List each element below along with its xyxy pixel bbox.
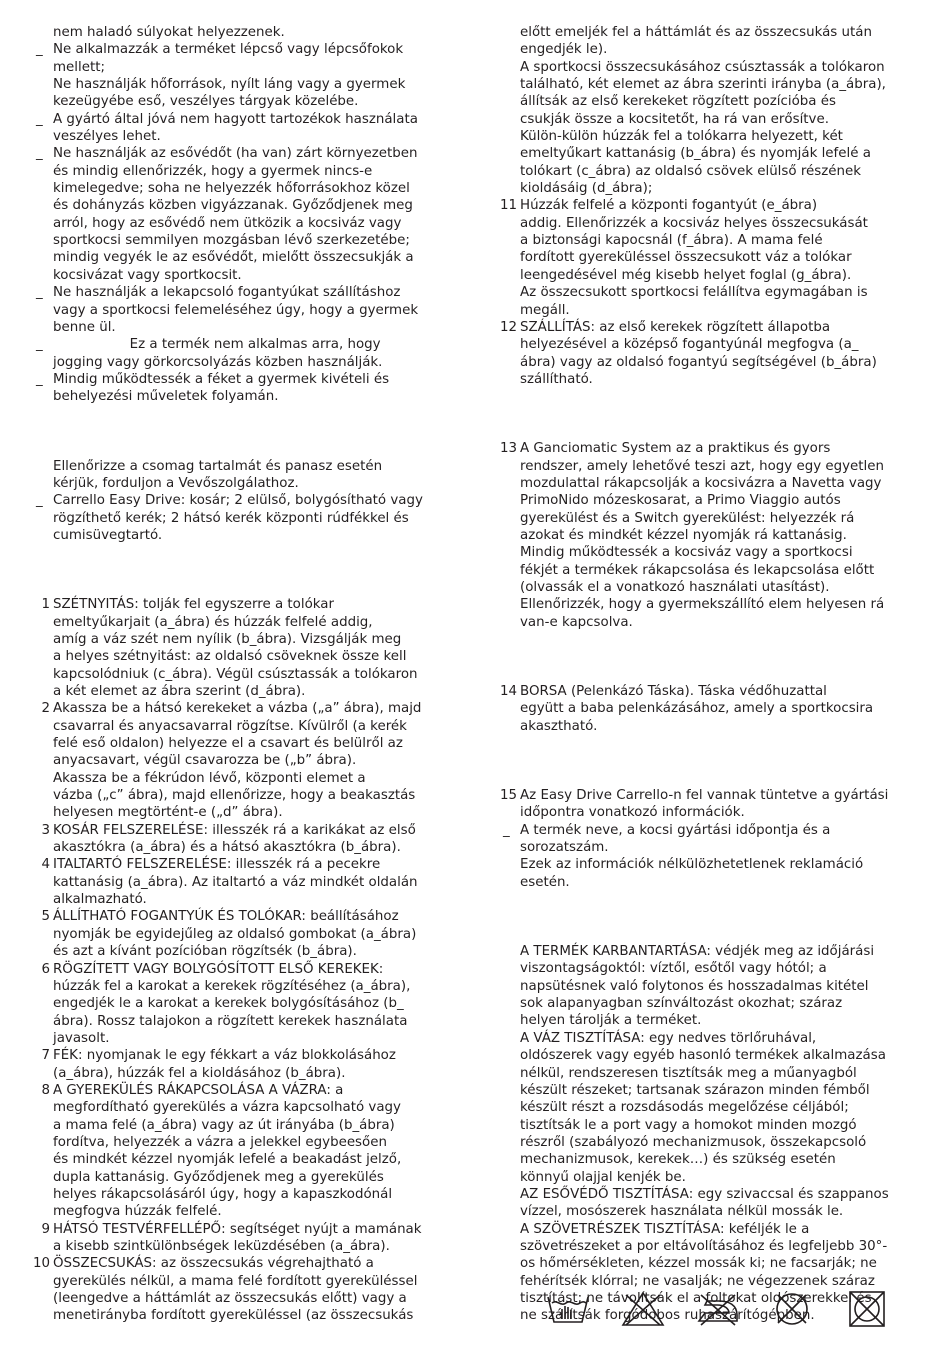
step-number: 13 [499,441,517,457]
step-11 [497,197,927,318]
text-line: ne szárítsák forgódobos ruhaszárítógépben. [520,1308,815,1324]
text-line: kezeügyébe eső, veszélyes tárgyak közelébe. [53,94,359,110]
text-line: felé eső oldalon) helyezze el a csavart és belülről az [53,736,403,752]
text-line: rögzíthető kerék; 2 hátsó kerék központi rúdfékkel és [53,510,409,526]
hand-wash-icon [545,1289,591,1329]
text-line: Ne használják a lekapcsoló fogantyúkat szállításhoz [53,285,401,301]
text-line: és azt a kívánt pozícióban rögzítsék (b_ábra). [53,944,357,960]
text-line: arról, hogy az esővédő nem ütközik a kocsiváz vagy [53,215,402,231]
bullet-marker: _ [36,111,43,127]
text-line: állítsák az első kerekeket rögzített pozícióba és [520,94,836,110]
text-line: kocsivázat vagy sportkocsit. [53,267,242,283]
text-line: mellett; [53,59,105,75]
text-line: tisztítást; ne távolítsák el a foltokat oldószerekkel és [520,1290,872,1306]
text-line: Mindig működtessék a kocsiváz vagy a sportkocsi [520,545,853,561]
warning-item [30,284,460,336]
text-line: javasolt. [53,1030,110,1046]
step-number: 9 [41,1221,50,1237]
text-line: megáll. [520,302,570,318]
warning-item [30,24,460,41]
text-line: ITALTARTÓ FELSZERELÉSE: illesszék rá a pecekre [53,857,381,873]
text-line: szövetrészeket a por eltávolításához és legfeljebb 30°- [520,1238,888,1254]
step-item [30,596,460,700]
text-line: (olvassák el a vonatkozó használati utasítást). [520,579,830,595]
step-13 [497,440,927,631]
step-number: 12 [499,319,517,335]
text-line: SZÁLLÍTÁS: az első kerekek rögzített állapotba [520,319,831,335]
step-number: 7 [41,1048,50,1064]
step-number: 2 [41,701,50,717]
step-14 [497,683,927,735]
assembly-steps [30,596,460,1324]
text-line: helyes rákapcsolásáról úgy, hogy a kapaszkodónál [53,1186,393,1202]
text-line: sorozatszám. [520,840,609,856]
text-line: kérjük, forduljon a Vevőszolgálathoz. [53,475,299,491]
text-line: helyezésével a középső fogantyúnál megfogva (a_ [520,337,859,353]
text-line: engedjék le a karokat a kerekek bolygósításához (b_ [53,996,404,1012]
bullet-marker: _ [36,493,43,509]
text-line: menetirányba fordított gyereküléssel (az összecsukás [53,1308,414,1324]
step-number: 10 [32,1256,50,1272]
text-line: van-e kapcsolva. [520,614,633,630]
text-line: könnyű olajjal kenjék be. [520,1169,686,1185]
contents-intro [30,458,460,493]
text-line: A SZÖVETRÉSZEK TISZTÍTÁSA: keféljék le a [520,1221,810,1237]
text-line: ÁLLÍTHATÓ FOGANTYÚK ÉS TOLÓKAR: beállításához [53,909,399,925]
text-line: tisztítsák le a port vagy a homokot minden mozgó [520,1117,857,1133]
text-line: Ne használják hőforrások, nyílt láng vagy a gyermek [53,77,406,93]
step-number: 11 [499,198,517,214]
text-line: akasztható. [520,718,598,734]
text-line: helyesen megtörtént-e („d” ábra). [53,805,283,821]
text-line: fordított gyereküléssel összecsukott váz a tolókar [520,250,852,266]
text-line: emeltyűkarjait (a_ábra) és húzzák felfelé addig, [53,614,373,630]
text-line: gyerekülés nélkül, a mama felé fordított gyereküléssel [53,1273,418,1289]
no-iron-icon [695,1289,741,1329]
bullet-marker: _ [36,371,43,387]
left-column [30,24,460,1325]
right-column [497,24,927,1325]
contents-item [30,492,460,544]
text-line: Ezek az információk nélkülözhetetlenek reklamáció [520,857,864,873]
text-line: PrimoNido mózeskosarat, a Primo Viaggio autós [520,493,841,509]
step-item [30,908,460,960]
step-item [30,1255,460,1324]
text-line: fordítva, helyezzék a vázra a jelekkel egybeesően [53,1134,387,1150]
text-line: dupla kattanásig. Győződjenek meg a gyerekülés [53,1169,384,1185]
text-line: részről (szabályozó mechanizmusok, összekapcsoló [520,1134,867,1150]
text-line: együtt a baba pelenkázásához, amely a sportkocsira [520,701,874,717]
step-number: 8 [41,1082,50,1098]
bullet-marker: _ [36,42,43,58]
text-line: anyacsavart, végül csavarozza be („b” ábra). [53,753,357,769]
text-line: a mama felé (a_ábra) vagy az út irányába (b_ábra) [53,1117,395,1133]
text-line: Külön-külön húzzák fel a tolókarra helyezett, két [520,129,843,145]
text-line: azokat és mindkét kézzel nyomják rá kattanásig. [520,527,847,543]
text-line: emeltyűkart kattanásig (b_ábra) és nyomják lefelé a [520,146,871,162]
text-line: esetén. [520,874,570,890]
text-line: szállítható. [520,371,593,387]
text-line: vagy a sportkocsi felemeléséhez úgy, hogy a gyermek [53,302,419,318]
text-line: ábra) vagy az oldalsó fogantyú segítségével (b_ábra) [520,354,877,370]
text-line: sportkocsi semmilyen mozgásban lévő szerkezetébe; [53,233,410,249]
text-line: behelyezési műveletek folyamán. [53,389,279,405]
text-line: a biztonsági kapocsnál (f_ábra). A mama felé [520,233,823,249]
text-line: akasztókra (a_ábra) és a hátsó akasztókra (b_ábra). [53,840,401,856]
no-bleach-icon [620,1289,666,1329]
text-line: Ellenőrizzék, hogy a gyermekszállító elem helyesen rá [520,597,885,613]
text-line: megfogva húzzák felfelé. [53,1204,222,1220]
text-line: és dohányzás közben vigyázzanak. Győződjenek meg [53,198,413,214]
text-line: A gyártó által jóvá nem hagyott tartozékok használata [53,111,418,127]
text-line: készült részeket; tartsanak szárazon minden fémből [520,1082,870,1098]
text-line: A Ganciomatic System az a praktikus és gyors [520,441,831,457]
text-line: ábra). Rossz talajokon a rögzített kerekek használata [53,1013,408,1029]
text-line: Ne alkalmazzák a terméket lépcső vagy lépcsőfokok [53,42,404,58]
text-line: vízzel, mosószerek használata nélkül mossák le. [520,1204,844,1220]
step-number: 3 [41,822,50,838]
step-number: 14 [499,684,517,699]
text-line: leengedésével még kisebb helyet foglal (g_ábra). [520,267,852,283]
text-line: megfordítható gyerekülés a vázra kapcsolható vagy [53,1100,401,1116]
step-item [30,961,460,1048]
text-line: tolókart (c_ábra) az oldalsó csövek elülső részének [520,163,861,179]
text-line: nélkül, rendszeresen tisztítsák meg a műanyagból [520,1065,857,1081]
text-line: Ne használják az esővédőt (ha van) zárt környezetben [53,146,418,162]
bullet-marker: _ [36,285,43,301]
text-line: csukják össze a kocsitetőt, ha rá van erősítve. [520,111,829,127]
text-line: Akassza be a fékrúdon lévő, központi elemet a [53,770,366,786]
text-line: a helyes szétnyitást: az oldalsó csöveknek össze kell [53,649,407,665]
text-line: alkalmazható. [53,892,147,908]
step-item [30,1082,460,1221]
text-line: előtt emeljék fel a háttámlát és az összecsukás után [520,25,872,40]
step-number: 4 [41,857,50,873]
text-line: veszélyes lehet. [53,129,161,145]
step-number: 6 [41,961,50,977]
bullet-marker: _ [36,337,43,353]
text-line: Mindig működtessék a féket a gyermek kivételi és [53,371,390,387]
text-line: (a_ábra), húzzák fel a kioldásához (b_ábra). [53,1065,346,1081]
text-line: BORSA (Pelenkázó Táska). Táska védőhuzattal [520,684,827,699]
step-15 [497,787,927,822]
text-line: Carrello Easy Drive: kosár; 2 elülső, bolygósítható vagy [53,493,423,509]
text-line: rendszer, amely lehetővé teszi azt, hogy egy egyetlen [520,458,884,474]
step-item [30,822,460,857]
care-icons-row [545,1288,890,1330]
no-tumble-dry-icon [844,1289,890,1329]
step-item [30,1047,460,1082]
text-line: A sportkocsi összecsukásához csúsztassák a tolókaron [520,59,885,75]
text-line: AZ ESŐVÉDŐ TISZTÍTÁSA: egy szivaccsal és szappanos [520,1186,889,1202]
text-line: kapcsolódniuk (c_ábra). Végül csúsztassák a tolókaron [53,666,418,682]
text-line: kattanásig (a_ábra). Az italtartó a váz mindkét oldalán [53,874,418,890]
text-line: cumisüvegtartó. [53,527,163,543]
text-line: A GYEREKÜLÉS RÁKAPCSOLÁSA A VÁZRA: a [53,1082,344,1098]
text-line: engedjék le). [520,42,608,58]
no-dry-clean-icon [769,1289,815,1329]
text-line: A termék neve, a kocsi gyártási időpontja és a [520,822,831,838]
text-line: RÖGZÍTETT VAGY BOLYGÓSÍTOTT ELSŐ KEREKEK: [53,961,384,977]
text-line: fékjét a termékek rákapcsolása és lekapcsolása előtt [520,562,875,578]
text-line: gyerekülést és a Switch gyerekülést: helyezzék rá [520,510,855,526]
text-line: helyen tárolják a terméket. [520,1013,702,1029]
text-line: A VÁZ TISZTÍTÁSA: egy nedves törlőruhával, [520,1030,817,1046]
step-item [30,700,460,821]
step-10-continued [497,24,927,197]
text-line: húzzák fel a karokat a kerekek rögzítéséhez (a_ábra), [53,978,411,994]
text-line: csavarral és anyacsavarral rögzítse. Kívülről (a kerék [53,718,407,734]
warning-item [30,41,460,110]
text-line: Ez a termék nem alkalmas arra, hogy [53,337,381,353]
text-line: fehérítsék klórral; ne vasalják; ne végezzenek száraz [520,1273,875,1289]
text-line: Akassza be a hátsó kerekeket a vázba („a” ábra), majd [53,701,422,717]
step-item [30,856,460,908]
text-line: (leengedve a háttámlát az összecsukás előtt) vagy a [53,1291,407,1307]
text-line: FÉK: nyomjanak le egy fékkart a váz blokkolásához [53,1048,396,1064]
text-line: mozdulattal rákapcsolják a kocsivázra a Navetta vagy [520,475,882,491]
text-line: ÖSSZECSUKÁS: az összecsukás végrehajtható a [53,1256,374,1272]
step-number: 15 [499,788,517,804]
text-line: időpontra vonatkozó információk. [520,805,745,821]
text-line: oldószerek vagy egyéb hasonló termékek alkalmazása [520,1048,886,1064]
text-line: amíg a váz szét nem nyílik (b_ábra). Vizsgálják meg [53,631,402,647]
text-line: található, két elemet az ábra szerinti irányba (a_ábra), [520,77,886,93]
text-line: nem haladó súlyokat helyezzenek. [53,25,285,40]
text-line: kimelegedve; soha ne helyezzék hőforrásokhoz közel [53,181,410,197]
text-line: a kisebb szintkülönbségek leküzdésében (a_ábra). [53,1239,390,1254]
text-line: A TERMÉK KARBANTARTÁSA: védjék meg az időjárási [520,944,875,960]
text-line: mechanizmusok, kerekek…) és szükség esetén [520,1152,836,1168]
text-line: és mindig ellenőrizzék, hogy a gyermek nincs-e [53,163,373,179]
text-line: kioldásáig (d_ábra); [520,181,653,197]
step-item [30,1221,460,1256]
text-line: jogging vagy görkorcsolyázás közben használják. [53,354,383,370]
step-15-item [497,822,927,891]
warning-item [30,111,460,146]
warning-item [30,336,460,371]
bullet-marker: _ [36,146,43,162]
text-line: SZÉTNYITÁS: tolják fel egyszerre a tolókar [53,597,334,613]
text-line: viszontagságoktól: víztől, esőtől vagy hótól; a [520,961,827,977]
text-line: vázba („c” ábra), majd ellenőrizze, hogy a beakasztás [53,788,416,804]
bullet-marker: _ [503,822,510,838]
text-line: HÁTSÓ TESTVÉRFELLÉPŐ: segítséget nyújt a mamának [53,1221,422,1237]
maintenance-text [497,943,927,1325]
text-line: készült részt a rozsdásodás megelőzése céljából; [520,1100,849,1116]
text-line: Az összecsukott sportkocsi felállítva egymagában is [520,285,868,301]
text-line: addig. Ellenőrizzék a kocsiváz helyes összecsukását [520,215,868,231]
text-line: mindig vegyék le az esővédőt, mielőtt összecsukják a [53,250,414,266]
text-line: benne ül. [53,319,116,335]
text-line: KOSÁR FELSZERELÉSE: illesszék rá a karikákat az első [53,822,416,838]
text-line: os hőmérsékleten, kézzel mossák ki; ne facsarják; ne [520,1256,877,1272]
step-number: 1 [41,597,50,613]
text-line: nyomják be egyidejűleg az oldalsó gombokat (a_ábra) [53,926,417,942]
text-line: Az Easy Drive Carrello-n fel vannak tüntetve a gyártási [520,788,889,804]
text-line: sok alapanyagban színváltozást okozhat; száraz [520,996,843,1012]
text-line: és mindkét kézzel nyomják lefelé a beakadást jelző, [53,1152,402,1168]
text-line: a két elemet az ábra szerint (d_ábra). [53,684,306,699]
warnings-list [30,24,460,406]
step-number: 5 [41,909,50,925]
warning-item [30,145,460,284]
text-line: napsütésnek való folytonos és hosszadalmas kitétel [520,978,869,994]
text-line: Ellenőrizze a csomag tartalmát és panasz esetén [53,458,383,474]
warning-item [30,371,460,406]
step-12 [497,319,927,388]
text-line: Húzzák felfelé a központi fogantyút (e_ábra) [520,198,818,214]
